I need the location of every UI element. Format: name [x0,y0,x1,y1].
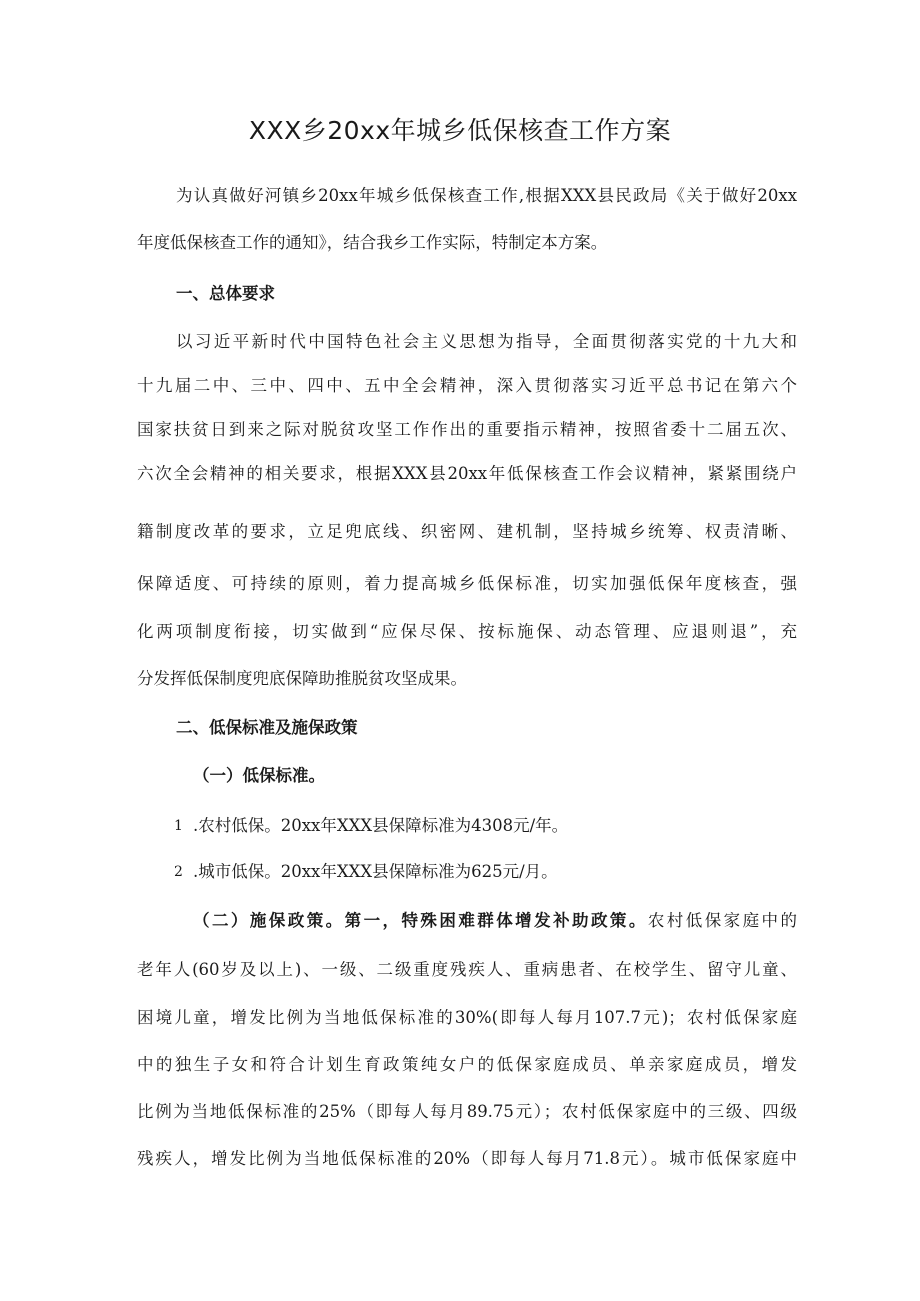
list-number: 2 [174,864,183,880]
subsection-heading: （一）低保标准。 [193,766,325,785]
policy-text: 农村低保家庭中的 [647,911,797,930]
paragraph-line: 中的独生子女和符合计划生育政策纯女户的低保家庭成员、单亲家庭成员，增发 [137,1055,797,1074]
intro-line: 为认真做好河镇乡20xx年城乡低保核查工作,根据XXX县民政局《关于做好20xx [176,186,797,205]
list-item: .城市低保。20xx年XXX县保障标准为625元/月。 [193,862,558,881]
paragraph-line: 十九届二中、三中、四中、五中全会精神，深入贯彻落实习近平总书记在第六个 [137,376,797,395]
paragraph-line: 老年人(60岁及以上)、一级、二级重度残疾人、重病患者、在校学生、留守儿童、 [137,960,797,979]
paragraph-line: 六次全会精神的相关要求，根据XXX县20xx年低保核查工作会议精神，紧紧围绕户 [137,464,797,483]
paragraph-line: 困境儿童，增发比例为当地低保标准的30%(即每人每月107.7元)；农村低保家庭 [137,1008,797,1027]
section-heading: 一、总体要求 [176,284,275,303]
paragraph-line: 国家扶贫日到来之际对脱贫攻坚工作作出的重要指示精神，按照省委十二届五次、 [137,420,797,439]
paragraph-line: 化两项制度衔接，切实做到“应保尽保、按标施保、动态管理、应退则退”，充 [137,622,797,641]
list-item: .农村低保。20xx年XXX县保障标准为4308元/年。 [193,816,569,835]
paragraph-line: 以习近平新时代中国特色社会主义思想为指导，全面贯彻落实党的十九大和 [176,332,797,351]
paragraph-line: 分发挥低保制度兜底保障助推脱贫攻坚成果。 [137,669,467,688]
intro-line: 年度低保核查工作的通知》，结合我乡工作实际，特制定本方案。 [137,233,608,252]
paragraph-line: 籍制度改革的要求，立足兜底线、织密网、建机制，坚持城乡统筹、权责清晰、 [137,522,797,541]
policy-heading: （二）施保政策。第一，特殊困难群体增发补助政策。 [193,911,648,930]
section-heading: 二、低保标准及施保政策 [176,718,358,737]
list-number: 1 [174,818,183,834]
policy-line [193,909,797,933]
document-title: XXX乡20xx年城乡低保核查工作方案 [248,116,672,145]
paragraph-line: 比例为当地低保标准的25%（即每人每月89.75元）；农村低保家庭中的三级、四级 [137,1102,797,1121]
paragraph-line: 保障适度、可持续的原则，着力提高城乡低保标准，切实加强低保年度核查，强 [137,574,797,593]
paragraph-line: 残疾人，增发比例为当地低保标准的20%（即每人每月71.8元）。城市低保家庭中 [137,1149,797,1168]
